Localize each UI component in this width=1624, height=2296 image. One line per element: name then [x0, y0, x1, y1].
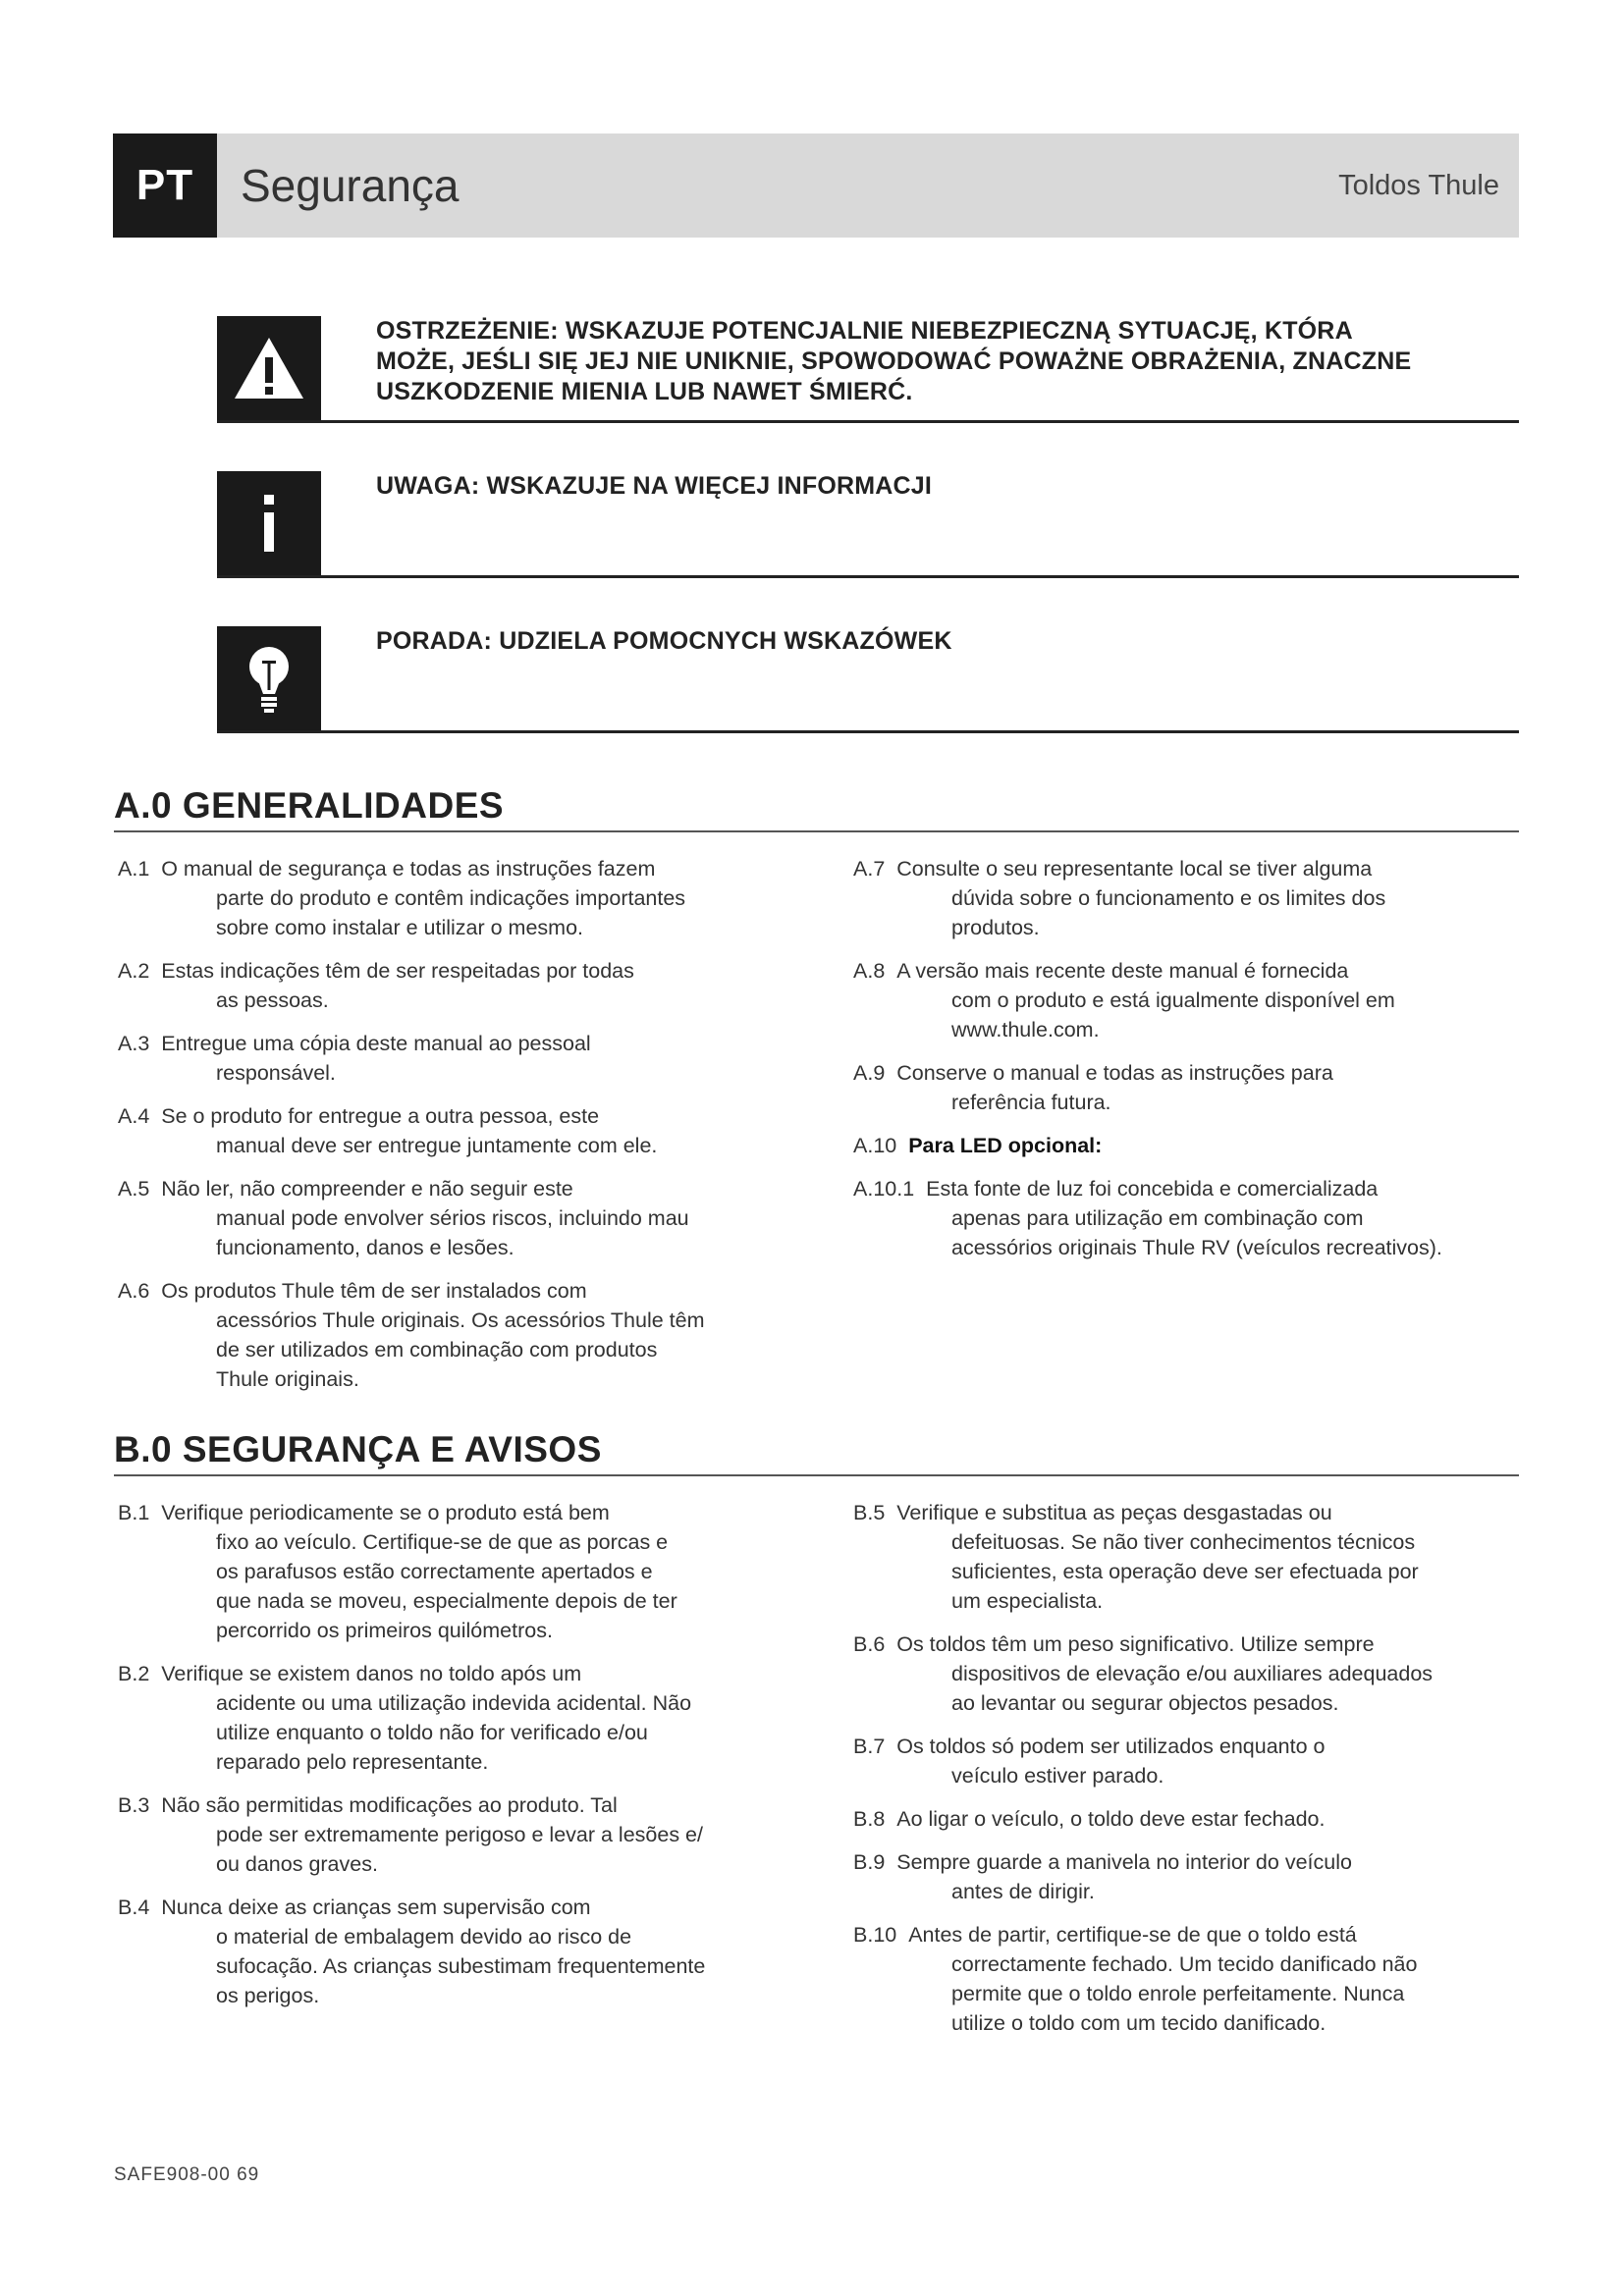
- list-item-text: utilize o toldo com um tecido danificado.: [951, 2011, 1326, 2035]
- list-item-text: com o produto e está igualmente disponível em: [951, 988, 1395, 1012]
- info-notice: [217, 471, 1519, 578]
- list-item: [853, 1847, 1541, 1906]
- list-item-text: dúvida sobre o funcionamento e os limites dos: [951, 886, 1386, 910]
- list-item-text: Verifique se existem danos no toldo após um: [161, 1662, 582, 1685]
- list-item-text: Não ler, não compreender e não seguir este: [161, 1177, 573, 1201]
- list-item-number: B.3: [118, 1793, 150, 1817]
- list-item: [118, 1276, 805, 1394]
- list-item-text: acidente ou uma utilização indevida acidental. Não: [216, 1691, 692, 1715]
- list-item-text: O manual de segurança e todas as instruções fazem: [161, 857, 656, 881]
- list-item-text: acessórios originais Thule RV (veículos recreativos).: [951, 1236, 1442, 1259]
- list-item: [118, 1029, 805, 1088]
- list-item-text: Verifique periodicamente se o produto está bem: [161, 1501, 610, 1524]
- list-item-text: as pessoas.: [216, 988, 329, 1012]
- list-item-number: B.4: [118, 1896, 150, 1919]
- list-item-text: veículo estiver parado.: [951, 1764, 1164, 1788]
- lightbulb-icon: [217, 626, 321, 730]
- list-item-text: parte do produto e contêm indicações importantes: [216, 886, 686, 910]
- list-item-first-line: [853, 1732, 1541, 1761]
- list-item-text: defeituosas. Se não tiver conhecimentos técnicos: [951, 1530, 1416, 1554]
- list-item-text: de ser utilizados em combinação com produtos: [216, 1338, 658, 1362]
- list-item-first-line: [118, 1174, 805, 1203]
- list-item-number: B.1: [118, 1501, 150, 1524]
- list-item-text: o material de embalagem devido ao risco de: [216, 1925, 632, 1949]
- list-item: [118, 1174, 805, 1262]
- list-item-number: A.3: [118, 1032, 150, 1055]
- list-item-first-line: [853, 1920, 1541, 1949]
- info-text: UWAGA: WSKAZUJE NA WIĘCEJ INFORMACJI: [376, 472, 933, 500]
- list-item-text: produtos.: [951, 916, 1040, 939]
- list-item-first-line: [118, 1659, 805, 1688]
- warning-triangle-icon: [217, 316, 321, 420]
- list-item: [853, 1629, 1541, 1718]
- list-item-text: A versão mais recente deste manual é fornecida: [896, 959, 1349, 983]
- list-item-text: funcionamento, danos e lesões.: [216, 1236, 514, 1259]
- list-item-number: B.6: [853, 1632, 886, 1656]
- tip-notice: [217, 626, 1519, 733]
- section-b-left-column: [118, 1498, 805, 2024]
- list-item-first-line: [118, 1029, 805, 1058]
- list-item-first-line: [118, 1101, 805, 1131]
- tip-text: PORADA: UDZIELA POMOCNYCH WSKAZÓWEK: [376, 627, 952, 655]
- brand-label: Toldos Thule: [1338, 170, 1499, 201]
- list-item-number: B.7: [853, 1735, 886, 1758]
- list-item: [853, 956, 1541, 1044]
- list-item-first-line: [853, 956, 1541, 986]
- warning-text-line: OSTRZEŻENIE: WSKAZUJE POTENCJALNIE NIEBEZPIECZNĄ SYTUACJĘ, KTÓRA: [376, 317, 1353, 345]
- list-item-number: A.8: [853, 959, 886, 983]
- section-a-right-column: [853, 854, 1541, 1276]
- list-item: [118, 1893, 805, 2010]
- list-item: [118, 1101, 805, 1160]
- list-item-first-line: [853, 1804, 1541, 1834]
- list-item-text: Estas indicações têm de ser respeitadas por todas: [161, 959, 634, 983]
- list-item-text: acessórios Thule originais. Os acessórios Thule têm: [216, 1308, 705, 1332]
- list-item-first-line: [853, 1498, 1541, 1527]
- list-item-first-line: [853, 1058, 1541, 1088]
- list-item-text: os perigos.: [216, 1984, 320, 2007]
- list-item-first-line: [118, 1276, 805, 1306]
- list-item-text: manual pode envolver sérios riscos, incluindo mau: [216, 1206, 689, 1230]
- list-item: [853, 1498, 1541, 1616]
- list-item-first-line: [853, 1847, 1541, 1877]
- list-item-text: responsável.: [216, 1061, 336, 1085]
- list-item-first-line: [853, 1174, 1541, 1203]
- warning-text-line: MOŻE, JEŚLI SIĘ JEJ NIE UNIKNIE, SPOWODOWAĆ POWAŻNE OBRAŻENIA, ZNACZNE: [376, 347, 1412, 375]
- list-item-text: os parafusos estão correctamente apertados e: [216, 1560, 653, 1583]
- list-item-text: Os toldos só podem ser utilizados enquanto o: [896, 1735, 1326, 1758]
- list-item-first-line: [118, 1790, 805, 1820]
- list-item-first-line: [118, 854, 805, 883]
- list-item: [118, 1659, 805, 1777]
- list-item-number: B.8: [853, 1807, 886, 1831]
- list-item-text: Ao ligar o veículo, o toldo deve estar fechado.: [896, 1807, 1326, 1831]
- list-item-text: Sempre guarde a manivela no interior do veículo: [896, 1850, 1352, 1874]
- list-item-text: sufocação. As crianças subestimam frequentemente: [216, 1954, 706, 1978]
- list-item-text: Esta fonte de luz foi concebida e comercializada: [926, 1177, 1379, 1201]
- list-item-text: apenas para utilização em combinação com: [951, 1206, 1364, 1230]
- list-item-text: um especialista.: [951, 1589, 1104, 1613]
- list-item-number: A.7: [853, 857, 886, 881]
- list-item: [118, 1790, 805, 1879]
- section-b-title: B.0 SEGURANÇA E AVISOS: [114, 1429, 1519, 1476]
- list-item-text: ou danos graves.: [216, 1852, 378, 1876]
- list-item-text: dispositivos de elevação e/ou auxiliares adequados: [951, 1662, 1434, 1685]
- list-item: [853, 1920, 1541, 2038]
- list-item-first-line: [118, 1893, 805, 1922]
- language-badge: PT: [113, 133, 217, 238]
- list-item-number: A.4: [118, 1104, 150, 1128]
- list-item: [853, 1131, 1541, 1160]
- section-a-title: A.0 GENERALIDADES: [114, 785, 1519, 832]
- list-item-text: sobre como instalar e utilizar o mesmo.: [216, 916, 584, 939]
- list-item-number: B.5: [853, 1501, 886, 1524]
- page-title: Segurança: [241, 160, 460, 211]
- list-item-number: B.10: [853, 1923, 897, 1947]
- list-item-number: A.1: [118, 857, 150, 881]
- list-item-number: A.6: [118, 1279, 150, 1303]
- list-item-text: percorrido os primeiros quilómetros.: [216, 1619, 553, 1642]
- info-icon: [217, 471, 321, 575]
- list-item: [853, 854, 1541, 942]
- list-item-number: B.9: [853, 1850, 886, 1874]
- warning-text: [376, 316, 1489, 407]
- list-item: [118, 956, 805, 1015]
- list-item-text: referência futura.: [951, 1091, 1111, 1114]
- list-item-text: Nunca deixe as crianças sem supervisão com: [161, 1896, 591, 1919]
- section-b-right-column: [853, 1498, 1541, 2052]
- list-item-text: Para LED opcional:: [908, 1134, 1103, 1157]
- list-item-text: pode ser extremamente perigoso e levar a lesões e/: [216, 1823, 703, 1846]
- list-item-first-line: [853, 1131, 1541, 1160]
- list-item-text: utilize enquanto o toldo não for verificado e/ou: [216, 1721, 648, 1744]
- page-header: [113, 133, 1519, 238]
- warning-text-line: USZKODZENIE MIENIA LUB NAWET ŚMIERĆ.: [376, 378, 913, 405]
- list-item-text: Entregue uma cópia deste manual ao pessoal: [161, 1032, 591, 1055]
- list-item-first-line: [118, 956, 805, 986]
- list-item-text: Thule originais.: [216, 1367, 359, 1391]
- list-item-number: A.5: [118, 1177, 150, 1201]
- list-item-text: reparado pelo representante.: [216, 1750, 489, 1774]
- list-item-number: A.10.1: [853, 1177, 915, 1201]
- list-item-number: B.2: [118, 1662, 150, 1685]
- list-item-text: que nada se moveu, especialmente depois de ter: [216, 1589, 677, 1613]
- list-item-text: Consulte o seu representante local se tiver alguma: [896, 857, 1373, 881]
- list-item-text: Conserve o manual e todas as instruções para: [896, 1061, 1333, 1085]
- list-item-first-line: [853, 854, 1541, 883]
- list-item-number: A.2: [118, 959, 150, 983]
- page-footer: SAFE908-00 69: [114, 2164, 260, 2185]
- list-item-text: correctamente fechado. Um tecido danificado não: [951, 1952, 1418, 1976]
- list-item: [118, 854, 805, 942]
- list-item-number: A.9: [853, 1061, 886, 1085]
- list-item-text: Os toldos têm um peso significativo. Utilize sempre: [896, 1632, 1375, 1656]
- list-item: [853, 1732, 1541, 1790]
- list-item-text: www.thule.com.: [951, 1018, 1100, 1041]
- warning-notice: [217, 316, 1519, 423]
- list-item-text: Se o produto for entregue a outra pessoa, este: [161, 1104, 600, 1128]
- list-item-text: suficientes, esta operação deve ser efectuada por: [951, 1560, 1419, 1583]
- list-item-first-line: [853, 1629, 1541, 1659]
- list-item-number: A.10: [853, 1134, 897, 1157]
- list-item-first-line: [118, 1498, 805, 1527]
- list-item-text: fixo ao veículo. Certifique-se de que as porcas e: [216, 1530, 669, 1554]
- list-item: [853, 1058, 1541, 1117]
- list-item-text: Verifique e substitua as peças desgastadas ou: [896, 1501, 1332, 1524]
- list-item-text: ao levantar ou segurar objectos pesados.: [951, 1691, 1339, 1715]
- list-item: [118, 1498, 805, 1645]
- list-item: [853, 1804, 1541, 1834]
- list-item-text: manual deve ser entregue juntamente com ele.: [216, 1134, 658, 1157]
- section-a-left-column: [118, 854, 805, 1408]
- list-item-text: Antes de partir, certifique-se de que o toldo está: [908, 1923, 1357, 1947]
- list-item-text: antes de dirigir.: [951, 1880, 1095, 1903]
- list-item: [853, 1174, 1541, 1262]
- list-item-text: permite que o toldo enrole perfeitamente. Nunca: [951, 1982, 1405, 2005]
- list-item-text: Não são permitidas modificações ao produto. Tal: [161, 1793, 618, 1817]
- list-item-text: Os produtos Thule têm de ser instalados com: [161, 1279, 587, 1303]
